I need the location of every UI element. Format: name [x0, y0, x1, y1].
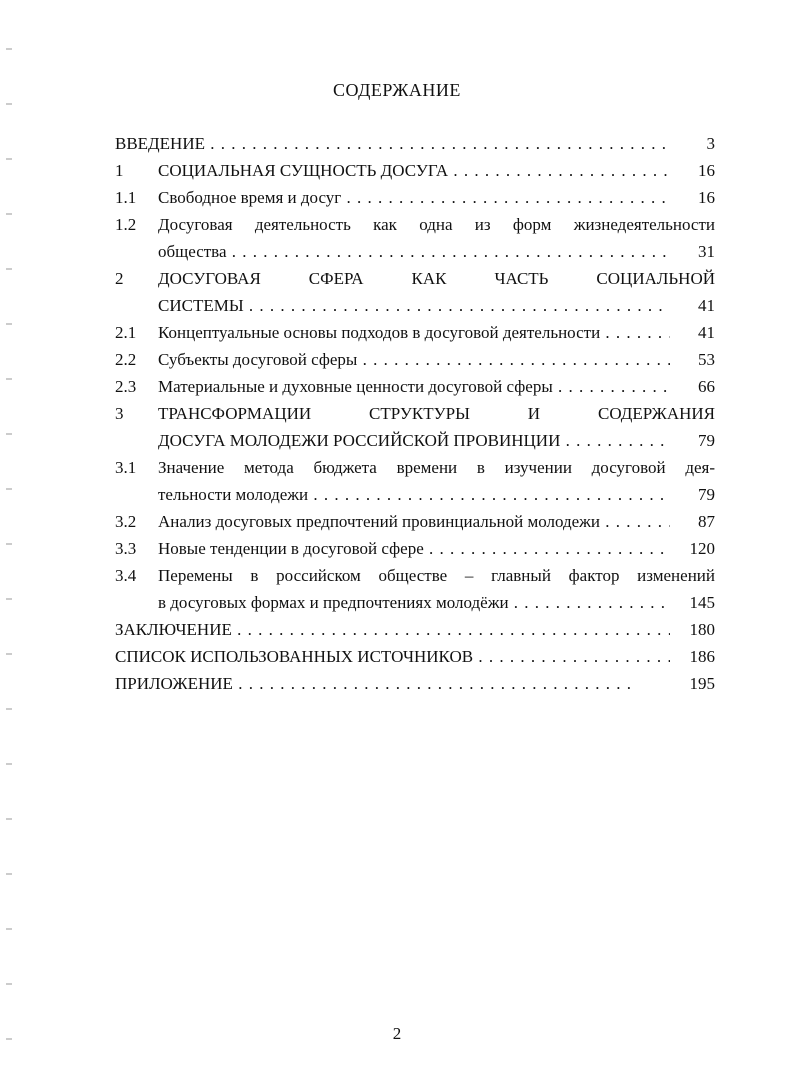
toc-entry-number: 2 — [115, 269, 124, 288]
toc-entry-text: Субъекты досуговой сферы . . . — [158, 350, 670, 370]
toc-entry-section-1-1 — [115, 188, 715, 215]
toc-entry-text: ПРИЛОЖЕНИЕ . . . — [115, 674, 630, 694]
toc-entry-page: 16 — [698, 188, 715, 207]
toc-entry-page: 41 — [698, 296, 715, 315]
toc-entry-section-2-2 — [115, 350, 715, 377]
toc-entry-page: 16 — [698, 161, 715, 180]
toc-entry-number: 3.1 — [115, 458, 137, 477]
toc-entry-text: Значение метода бюджета времени в изучении досуговой дея- — [158, 458, 715, 477]
toc-entry-number: 1 — [115, 161, 124, 180]
toc-entry-text: ТРАНСФОРМАЦИИ СТРУКТУРЫ И СОДЕРЖАНИЯ — [158, 404, 715, 423]
toc-entry-number: 3.4 — [115, 566, 137, 585]
toc-entry-section-3-4 — [115, 566, 715, 620]
toc-entry-page: 79 — [698, 431, 715, 450]
toc-entry-number: 3 — [115, 404, 124, 423]
toc-entry-page: 31 — [698, 242, 715, 261]
toc-entry-number: 1.2 — [115, 215, 137, 234]
toc-entry-number: 1.1 — [115, 188, 137, 207]
toc-entry-appendix — [115, 674, 715, 701]
toc-entry-introduction — [115, 134, 715, 161]
page-title: СОДЕРЖАНИЕ — [333, 80, 461, 100]
toc-entry-text-continued: общества . . . — [158, 242, 670, 262]
toc-entry-chapter-1 — [115, 161, 715, 188]
toc-entry-text: Анализ досуговых предпочтений провинциальной молодежи . . . — [158, 512, 670, 532]
toc-entry-section-2-1 — [115, 323, 715, 350]
toc-entry-page: 120 — [689, 539, 715, 558]
toc-entry-text-continued: СИСТЕМЫ . . . — [158, 296, 670, 316]
toc-entry-page: 53 — [698, 350, 715, 369]
toc-entry-page: 79 — [698, 485, 715, 504]
toc-entry-text: ДОСУГОВАЯ СФЕРА КАК ЧАСТЬ СОЦИАЛЬНОЙ — [158, 269, 715, 288]
toc-entry-number: 3.3 — [115, 539, 137, 558]
toc-entry-page: 180 — [689, 620, 715, 639]
toc-entry-number: 3.2 — [115, 512, 137, 531]
toc-entry-text: ЗАКЛЮЧЕНИЕ . . . — [115, 620, 670, 640]
toc-entry-page: 145 — [689, 593, 715, 612]
toc-entry-number: 2.1 — [115, 323, 137, 342]
toc-entry-section-3-3 — [115, 539, 715, 566]
toc-entry-page: 87 — [698, 512, 715, 531]
toc-entry-text: Перемены в российском обществе – главный фактор изменений — [158, 566, 715, 585]
toc-entry-section-3-1 — [115, 458, 715, 512]
toc-entry-section-3-2 — [115, 512, 715, 539]
toc-entry-text: Досуговая деятельность как одна из форм жизнедеятельности — [158, 215, 715, 234]
toc-entry-conclusion — [115, 620, 715, 647]
toc-entry-page: 186 — [689, 647, 715, 666]
toc-entry-text: Материальные и духовные ценности досуговой сферы . . . — [158, 377, 670, 397]
toc-entry-page: 66 — [698, 377, 715, 396]
toc-entry-text-continued: в досуговых формах и предпочтениях молодёжи . . . — [158, 593, 670, 613]
toc-entry-section-1-2 — [115, 215, 715, 269]
toc-entry-page: 3 — [706, 134, 715, 153]
page-number: 2 — [392, 1024, 402, 1043]
toc-entry-text: ВВЕДЕНИЕ . . . — [115, 134, 670, 154]
toc-entry-text: Свободное время и досуг . . . — [158, 188, 670, 208]
toc-entry-number: 2.3 — [115, 377, 137, 396]
toc-entry-text: Новые тенденции в досуговой сфере . . . — [158, 539, 670, 559]
toc-entry-page: 41 — [698, 323, 715, 342]
toc-entry-text: СОЦИАЛЬНАЯ СУЩНОСТЬ ДОСУГА . . . — [158, 161, 670, 181]
toc-entry-text: СПИСОК ИСПОЛЬЗОВАННЫХ ИСТОЧНИКОВ . . . — [115, 647, 670, 667]
toc-entry-text-continued: ДОСУГА МОЛОДЕЖИ РОССИЙСКОЙ ПРОВИНЦИИ . . . — [158, 431, 670, 451]
toc-entry-number: 2.2 — [115, 350, 137, 369]
toc-entry-section-2-3 — [115, 377, 715, 404]
toc-entry-text-continued: тельности молодежи . . . — [158, 485, 670, 505]
scan-margin-marks — [6, 20, 12, 1060]
toc-entry-chapter-3 — [115, 404, 715, 458]
toc-entry-text: Концептуальные основы подходов в досуговой деятельности . . . — [158, 323, 670, 343]
toc-entry-references — [115, 647, 715, 674]
table-of-contents — [115, 134, 715, 701]
toc-entry-page: 195 — [689, 674, 715, 693]
toc-entry-chapter-2 — [115, 269, 715, 323]
